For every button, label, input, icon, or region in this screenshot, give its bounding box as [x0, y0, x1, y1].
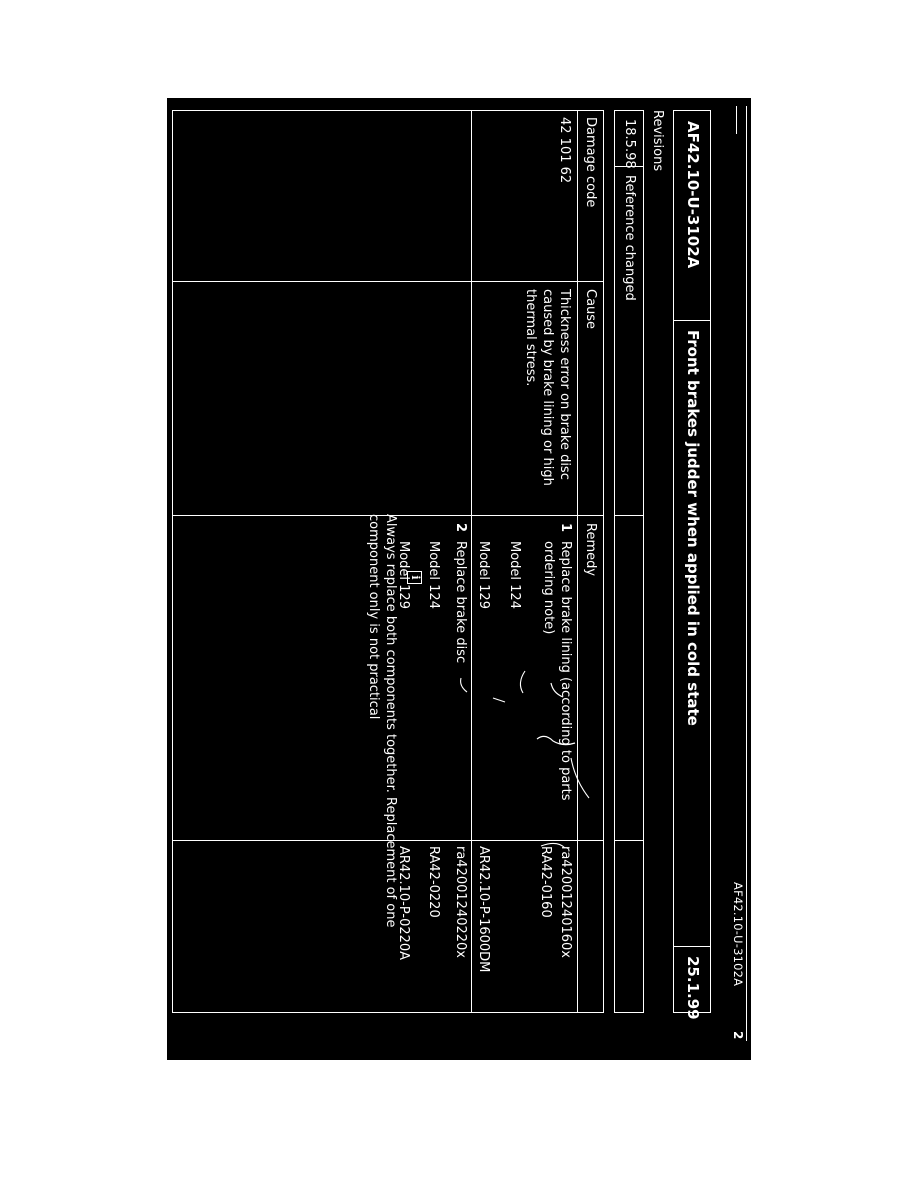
header-doc-ref: AF42.10-U-3102A — [731, 882, 745, 987]
remedy-step-text: Replace brake lining (according to parts — [558, 541, 573, 801]
cause-text: Thickness error on brake disc caused by brake lining or high thermal stress. — [523, 289, 572, 486]
revisions-heading: Revisions — [650, 110, 665, 172]
parts-reference: RA42-0160 — [538, 846, 553, 918]
handwritten-marks — [167, 98, 751, 1060]
revision-text: Reference changed — [622, 175, 637, 301]
parts-reference: ra42001240220x — [453, 846, 468, 958]
page-number: 2 — [731, 1031, 745, 1040]
remedy-step-number: 2 — [453, 523, 468, 533]
remedy-model: Model 124 — [426, 541, 441, 609]
remedy-model: Model 129 — [476, 541, 491, 609]
document-title: Front brakes judder when applied in cold state — [684, 330, 702, 726]
procedure-reference: AR42.10-P-0220A — [396, 846, 411, 961]
note-text: Always replace both components together. Replacement of one component only is not practical — [366, 514, 398, 928]
remedy-step-text: Replace brake disc — [453, 541, 468, 664]
parts-reference: RA42-0220 — [426, 846, 441, 918]
scanned-page — [167, 98, 751, 1060]
rotated-document — [167, 98, 751, 1060]
procedure-reference: AR42.10-P-1600DM — [476, 846, 491, 973]
document-date: 25.1.99 — [684, 956, 702, 1020]
header-cause: Cause — [583, 289, 598, 330]
remedy-step-number: 1 — [558, 523, 573, 533]
header-remedy: Remedy — [583, 523, 598, 577]
remedy-model: Model 124 — [507, 541, 522, 609]
document-id: AF42.10-U-3102A — [684, 121, 702, 269]
parts-reference: ra42001240160x — [558, 846, 573, 958]
header-damage-code: Damage code — [583, 117, 598, 208]
revision-date: 18.5.98 — [622, 119, 637, 169]
remedy-model: Model 129 — [396, 541, 411, 609]
remedy-step-text: ordering note) — [541, 541, 556, 635]
damage-code-value: 42 101 62 — [557, 117, 572, 184]
info-icon: i — [407, 571, 422, 584]
